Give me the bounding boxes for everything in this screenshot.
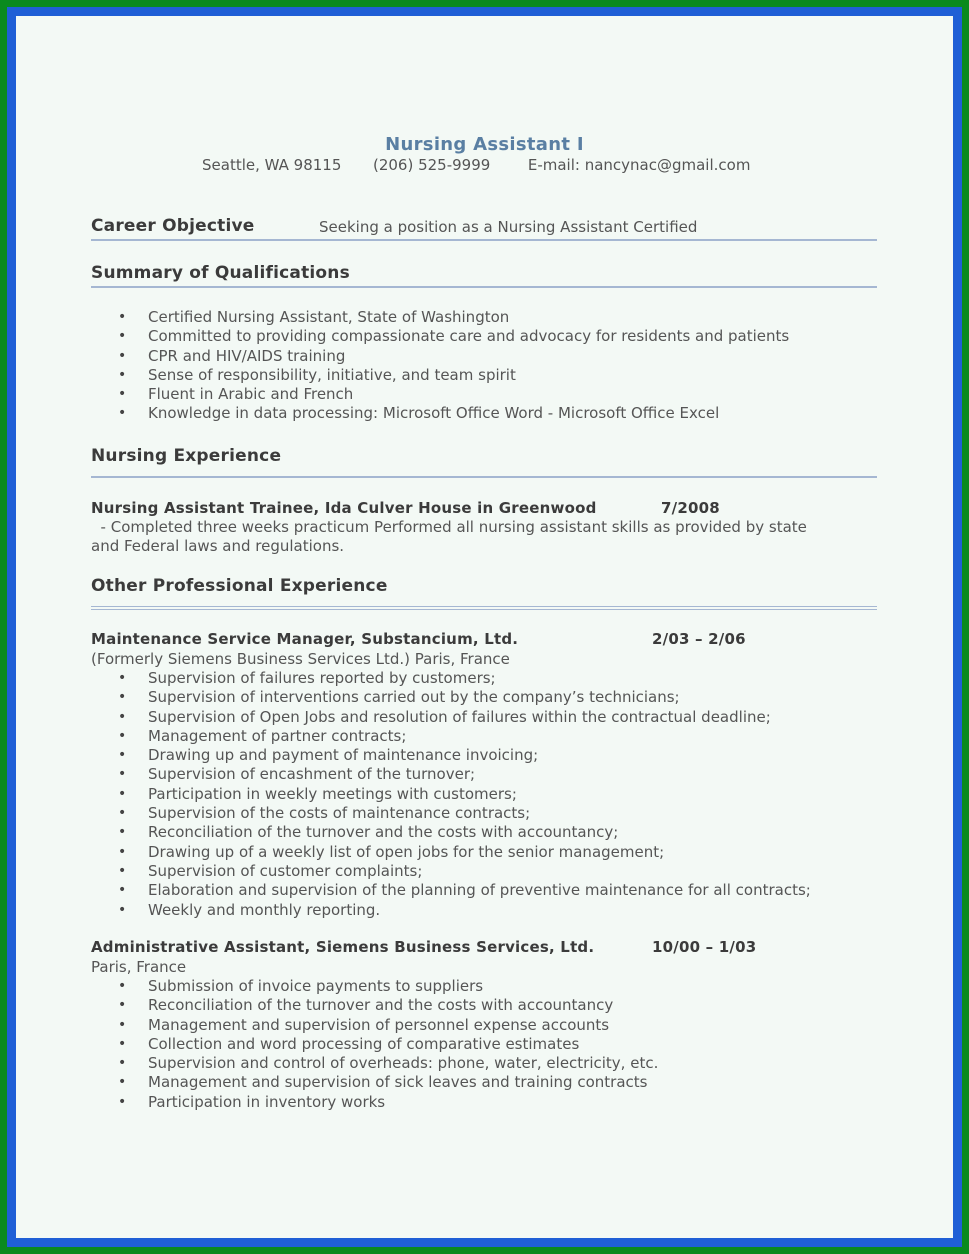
nursing-desc-line1: - Completed three weeks practicum Performed all nursing assistant skills as provided by state [91,518,807,536]
qualifications-list [116,308,789,424]
list-item: • Elaboration and supervision of the planning of preventive maintenance for all contracts; [116,881,811,900]
other-heading: Other Professional Experience [91,576,388,596]
nursing-job-date: 7/2008 [661,499,720,517]
list-item: • Certified Nursing Assistant, State of Washington [116,308,789,327]
job1-date: 2/03 – 2/06 [652,630,746,648]
list-item: • Drawing up of a weekly list of open jobs for the senior management; [116,843,811,862]
job2-date: 10/00 – 1/03 [652,938,757,956]
list-item: • Weekly and monthly reporting. [116,901,811,920]
list-item: • Participation in weekly meetings with customers; [116,785,811,804]
list-item: • Supervision of Open Jobs and resolution of failures within the contractual deadline; [116,708,811,727]
list-item: • Supervision of the costs of maintenance contracts; [116,804,811,823]
nursing-desc-line2: and Federal laws and regulations. [91,537,345,555]
nursing-rule [91,476,877,478]
job2-subtitle: Paris, France [91,958,187,976]
list-item: • Supervision and control of overheads: phone, water, electricity, etc. [116,1054,658,1073]
list-item: • Reconciliation of the turnover and the costs with accountancy; [116,823,811,842]
other-rule-bottom [91,609,877,610]
job1-title: Maintenance Service Manager, Substancium, Ltd. [91,630,519,648]
other-rule-top [91,606,877,607]
list-item: • Fluent in Arabic and French [116,385,789,404]
list-item: • Supervision of encashment of the turnover; [116,765,811,784]
list-item: • Committed to providing compassionate care and advocacy for residents and patients [116,327,789,346]
job2-title: Administrative Assistant, Siemens Business Services, Ltd. [91,938,595,956]
list-item: • Submission of invoice payments to suppliers [116,977,658,996]
objective-rule [91,239,877,241]
list-item: • Drawing up and payment of maintenance invoicing; [116,746,811,765]
contact-phone: (206) 525-9999 [372,156,491,174]
list-item: • Participation in inventory works [116,1093,658,1112]
list-item: • Management of partner contracts; [116,727,811,746]
list-item: • Sense of responsibility, initiative, and team spirit [116,366,789,385]
contact-line [202,156,750,174]
list-item: • Collection and word processing of comparative estimates [116,1035,658,1054]
job1-list [116,669,811,920]
list-item: • Supervision of customer complaints; [116,862,811,881]
resume-title: Nursing Assistant I [385,134,584,155]
list-item: • Supervision of interventions carried out by the company’s technicians; [116,688,811,707]
resume-page [16,16,953,1238]
qualifications-rule [91,286,877,288]
list-item: • Management and supervision of sick leaves and training contracts [116,1073,658,1092]
job1-subtitle: (Formerly Siemens Business Services Ltd.) Paris, France [91,650,510,668]
list-item: • Knowledge in data processing: Microsoft Office Word - Microsoft Office Excel [116,404,789,423]
objective-text: Seeking a position as a Nursing Assistant Certified [319,218,698,236]
job2-list [116,977,658,1112]
objective-heading: Career Objective [91,216,255,236]
nursing-heading: Nursing Experience [91,446,282,466]
list-item: • Reconciliation of the turnover and the costs with accountancy [116,996,658,1015]
contact-city: Seattle, WA 98115 [202,156,342,174]
list-item: • Management and supervision of personnel expense accounts [116,1016,658,1035]
contact-email: E-mail: nancynac@gmail.com [527,156,751,174]
list-item: • CPR and HIV/AIDS training [116,347,789,366]
list-item: • Supervision of failures reported by customers; [116,669,811,688]
qualifications-heading: Summary of Qualifications [91,263,350,283]
nursing-job-title: Nursing Assistant Trainee, Ida Culver House in Greenwood [91,499,597,517]
